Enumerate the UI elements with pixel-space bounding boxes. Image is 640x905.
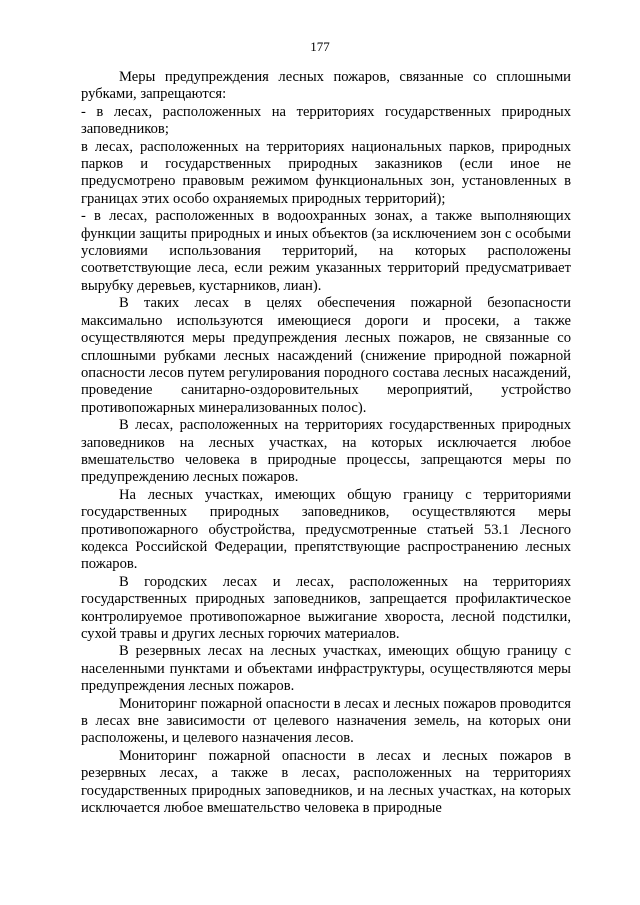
paragraph-10: Мониторинг пожарной опасности в лесах и лесных пожаров проводится в лесах вне зависимости от целевого назначения земель, на которых они расположены, и целевого назначения лесов. xyxy=(81,695,571,747)
paragraph-2: - в лесах, расположенных на территориях государственных природных заповедников; xyxy=(81,103,571,138)
paragraph-8: В городских лесах и лесах, расположенных на территориях государственных природных заповедников, запрещается профилактическое контролируемое противопожарное выжигание хвороста, лесной подстилки, сухой травы и других лесных горючих материалов. xyxy=(81,573,571,642)
paragraph-6: В лесах, расположенных на территориях государственных природных заповедников на лесных участках, на которых исключается любое вмешательство человека в природные процессы, запрещаются меры по предупреждению лесных пожаров. xyxy=(81,417,571,486)
paragraph-4: - в лесах, расположенных в водоохранных зонах, а также выполняющих функции защиты природных и иных объектов (за исключением зон с особыми условиями использования территорий, на которых расположены соответствующие леса, если режим указанных территорий предусматривает вырубку деревьев, кустарников, лиан). xyxy=(81,208,571,294)
paragraph-7: На лесных участках, имеющих общую границу с территориями государственных природных заповедников, осуществляются меры противопожарного обустройства, предусмотренные статьей 53.1 Лесного кодекса Российской Федерации, препятствующие распространению лесных пожаров. xyxy=(81,486,571,573)
paragraph-1: Меры предупреждения лесных пожаров, связанные со сплошными рубками, запрещаются: xyxy=(81,69,571,103)
paragraph-11: Мониторинг пожарной опасности в лесах и лесных пожаров в резервных лесах, а также в лесах, расположенных на территориях государственных природных заповедников, и на лесных участках, на которых исключается любое вмешательство человека в природные xyxy=(81,747,571,817)
paragraph-3: в лесах, расположенных на территориях национальных парков, природных парков и государственных природных заказников (если иное не предусмотрено правовым режимом функциональных зон, установленных в границах этих особо охраняемых природных территорий); xyxy=(81,138,571,207)
paragraph-5: В таких лесах в целях обеспечения пожарной безопасности максимально используются имеющиеся дороги и просеки, а также осуществляются меры предупреждения лесных пожаров, не связанные со сплошными рубками лесных насаждений (снижение природной пожарной опасности лесов путем регулирования породного состава лесных насаждений, проведение санитарно-оздоровительных мероприятий, устройство противопожарных минерализованных полос). xyxy=(81,295,571,416)
page-number: 177 xyxy=(310,39,330,54)
paragraph-9: В резервных лесах на лесных участках, имеющих общую границу с населенными пунктами и объектами инфраструктуры, осуществляются меры предупреждения лесных пожаров. xyxy=(81,643,571,695)
document-body xyxy=(81,69,571,817)
